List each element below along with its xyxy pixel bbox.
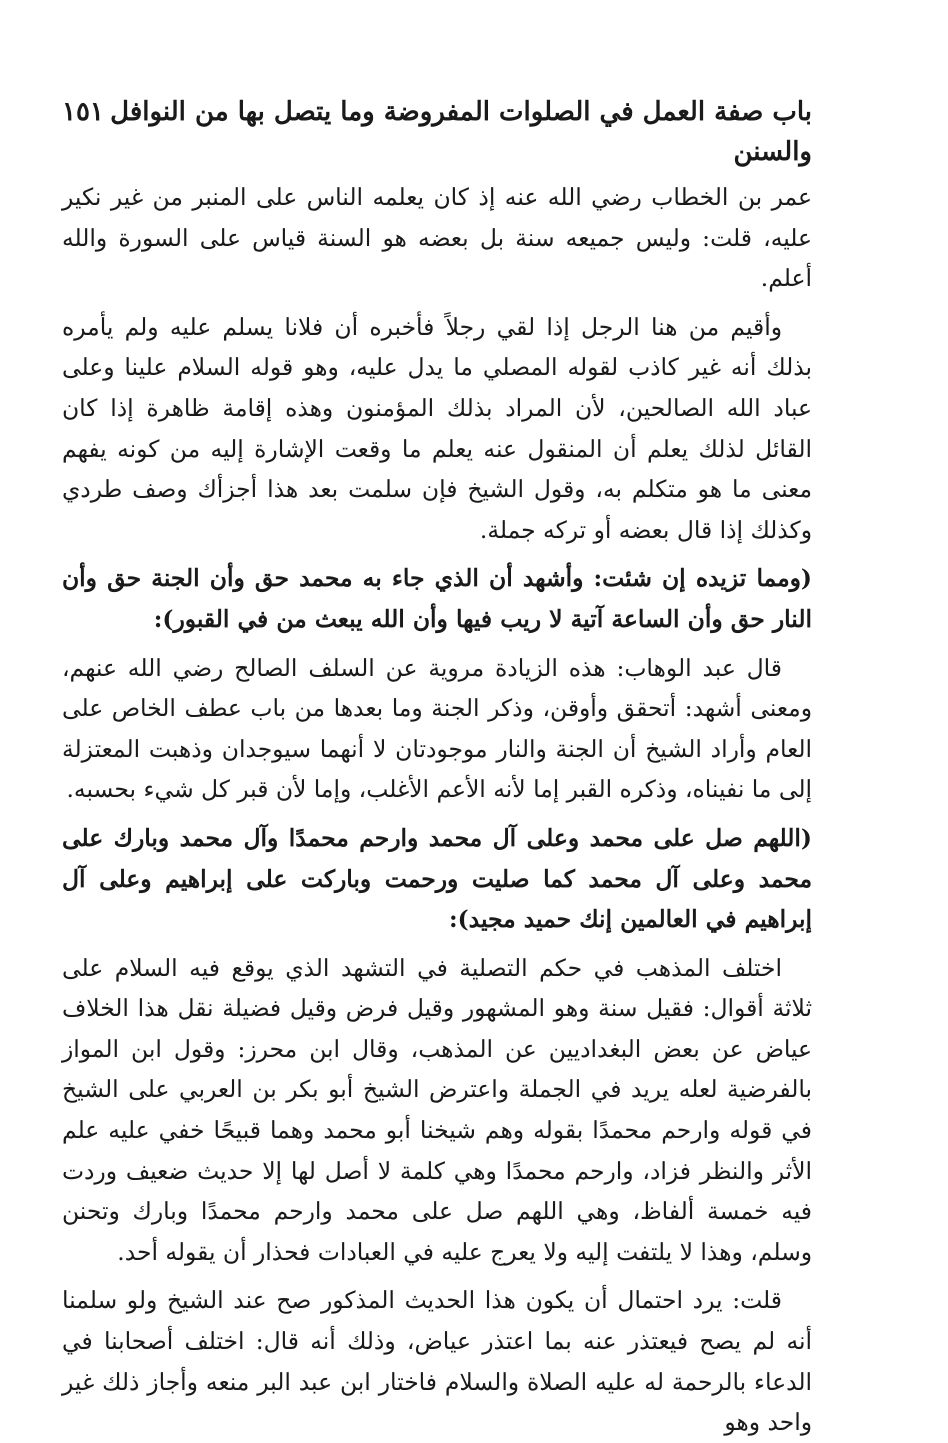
paragraph-1: عمر بن الخطاب رضي الله عنه إذ كان يعلمه الناس على المنبر من غير نكير عليه، قلت: وليس جميعه سنة بل بعضه هو السنة قياس على السورة والله أعلم.	[62, 183, 812, 293]
paragraph-2: وأقيم من هنا الرجل إذا لقي رجلاً فأخبره أن فلانا يسلم عليه ولم يأمره بذلك أنه غير كاذب لقوله المصلي ما يدل عليه، وهو قوله السلام علينا وعلى عباد الله الصالحين، لأن المراد بذلك المؤمنون وهذه إقامة ظاهرة إذا كان القائل لذلك يعلم أن المنقول عنه يعلم ما وقعت الإشارة إليه من كونه يفهم معنى ما هو متكلم به، وقول الشيخ فإن سلمت بعد هذا أجزأك وصف طردي وكذلك إذا قال بعضه أو تركه جملة.	[62, 312, 812, 544]
paragraph-4: اختلف المذهب في حكم التصلية في التشهد الذي يوقع فيه السلام على ثلاثة أقوال: فقيل سنة وهو المشهور وقيل فرض وقيل فضيلة نقل هذا الخلاف عياض عن بعض البغداديين عن المذهب، وقال ابن محرز: وقول ابن المواز بالفرضية لعله يريد في الجملة واعترض الشيخ أبو بكر بن العربي على الشيخ في قوله وارحم محمدًا بقوله وهم شيخنا أبو محمد وهما قبيحًا خفي عليه علم الأثر والنظر فزاد، وارحم محمدًا وهي كلمة لا أصل لها إلا حديث ضعيف وردت فيه خمسة ألفاظ، وهي اللهم صل على محمد وارحم محمدًا وبارك وتحنن وسلم، وهذا لا يلتفت إليه ولا يعرج عليه في العبادات فحذار أن يقوله أحد.	[62, 953, 812, 1266]
page-number: ١٥١	[62, 97, 104, 127]
running-header	[62, 92, 812, 173]
document-page	[62, 92, 812, 1443]
matn-quote-2: (اللهم صل على محمد وعلى آل محمد وارحم محمدًا وآل محمد وبارك على محمد وعلى آل محمد كما صليت ورحمت وباركت على إبراهيم وعلى آل إبراهيم في العالمين إنك حميد مجيد):	[62, 823, 812, 934]
paragraph-5: قلت: يرد احتمال أن يكون هذا الحديث المذكور صح عند الشيخ ولو سلمنا أنه لم يصح فيعتذر عنه بما اعتذر عياض، وذلك أنه قال: اختلف أصحابنا في الدعاء بالرحمة له عليه الصلاة والسلام فاختار ابن عبد البر منعه وأجاز ذلك غير واحد وهو	[62, 1286, 812, 1437]
paragraph-3: قال عبد الوهاب: هذه الزيادة مروية عن السلف الصالح رضي الله عنهم، ومعنى أشهد: أتحقق وأوقن، وذكر الجنة وما بعدها من باب عطف الخاص على العام وأراد الشيخ أن الجنة والنار موجودتان لا أنهما سيوجدان وذهبت المعتزلة إلى ما نفيناه، وذكره القبر إما لأنه الأعم الأغلب، وإما لأن قبر كل شيء بحسبه.	[62, 653, 812, 804]
matn-quote-1: (ومما تزيده إن شئت: وأشهد أن الذي جاء به محمد حق وأن الجنة حق وأن النار حق وأن الساعة آتية لا ريب فيها وأن الله يبعث من في القبور):	[62, 564, 812, 633]
chapter-title: باب صفة العمل في الصلوات المفروضة وما يتصل بها من النوافل والسنن	[110, 97, 812, 167]
